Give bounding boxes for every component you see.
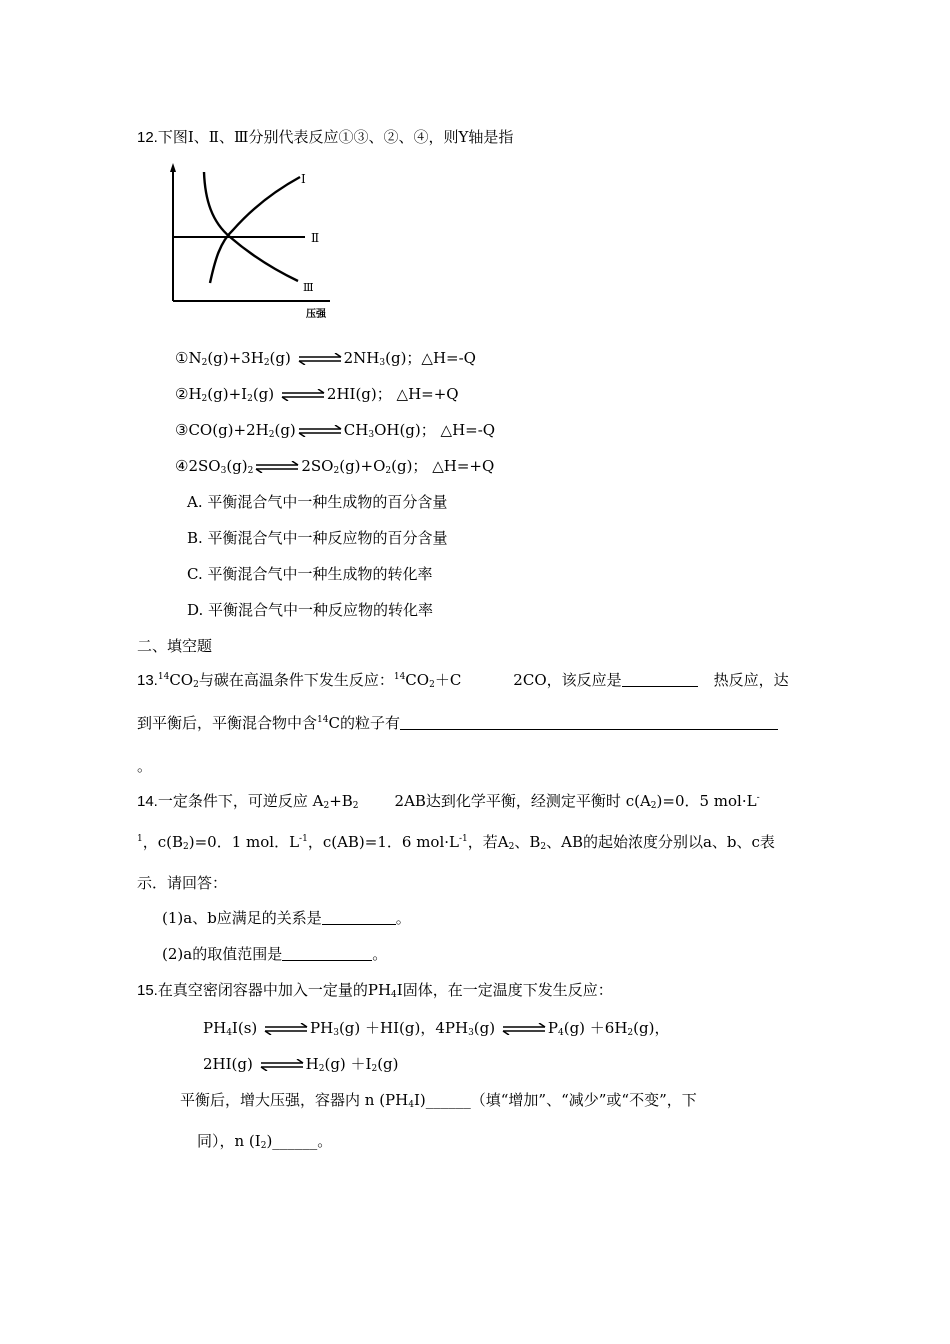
equilibrium-arrow-icon (280, 389, 326, 401)
q14-blank-2[interactable] (282, 944, 372, 961)
q13-blank-2[interactable] (400, 713, 778, 730)
q14-part-1: (1)a、b应满足的关系是 。 (162, 909, 411, 927)
curve-III (204, 172, 298, 281)
q12-reaction-3: $③CO(g)+2H_2(g)$ $CH_3OH(g)$； △H=-Q (175, 421, 496, 440)
equilibrium-arrow-icon (501, 1023, 547, 1035)
q13-end: 。 (137, 757, 153, 775)
equilibrium-arrow-icon (263, 1023, 309, 1035)
q12-stem (137, 127, 513, 148)
equilibrium-arrow-icon (259, 1059, 305, 1071)
q12-option-c: C. 平衡混合气中一种生成物的转化率 (187, 565, 433, 583)
q12-graph (160, 160, 340, 330)
q12-stem-text: 下图Ⅰ、Ⅱ、Ⅲ分别代表反应①③、②、④，则Y轴是指 (157, 128, 514, 146)
q13-blank-1[interactable] (622, 670, 698, 687)
q14-part-2: (2)a的取值范围是 。 (162, 945, 388, 963)
q14-line-2: $^1$，$c(B_2)=0$．1 mol．$L^{-1}$，c(AB)=1．6 $mol\cdot L^{-1}$，若$A_2$、$B_2$、AB的起始浓度分别以a、b、c表 (137, 833, 775, 852)
q14-line-1: 14.一定条件下，可逆反应 $A_2+B_2$ 2AB达到化学平衡，经测定平衡时 $c(A_2)=0$．5 mol·L- (137, 792, 760, 811)
q15-text-2: 同），n $(I_2)\_\_\_\_\_\_$。 (197, 1132, 333, 1151)
q13-line-2: 到平衡后，平衡混合物中含$^{14}$C的粒子有 (137, 713, 778, 733)
label-I: Ⅰ (301, 172, 306, 186)
q14-line-3: 示．请回答： (137, 874, 228, 892)
section-heading: 二、填空题 (137, 637, 213, 655)
q15-equation-2: 2HI(g) $H_2(g) +I_2(g)$ (203, 1055, 399, 1074)
equilibrium-arrow-icon (297, 425, 343, 437)
y-axis-arrow (170, 163, 176, 172)
q12-reaction-2: $②H_2(g)+I_2(g)$ 2HI(g)； △H=+Q (175, 385, 459, 404)
x-axis-label: 压强 (306, 309, 326, 320)
q12-option-a: A. 平衡混合气中一种生成物的百分含量 (187, 493, 448, 511)
q15-equation-1: $PH_4I(s)$ $PH_3(g) +HI(g)$，$4PH_3(g)$ $P_4(g) +6H_2(g)$， (203, 1019, 670, 1038)
q12-reaction-1: $①N_2(g)+3H_2(g)$ $2NH_3(g)$；△H=-Q (175, 349, 476, 368)
label-III: Ⅲ (303, 281, 314, 294)
equilibrium-arrow-icon (297, 353, 343, 365)
q12-number: 12. (137, 129, 158, 146)
q14-blank-1[interactable] (322, 908, 396, 925)
q12-reaction-4: $④2SO_3(g)_2$ $2SO_2(g)+O_2(g)$； △H=+Q (175, 457, 495, 476)
q15-text-1: 平衡后，增大压强，容器内 n $(PH_4I)\_\_\_\_\_\_$（填“增加”、“减少”或“不变”，下 (180, 1091, 697, 1110)
q13-line-1: $13.14CO_2$与碳在高温条件下发生反应：$^{14}CO_2+C$ 2CO，该反应是 热反应，达 (137, 671, 789, 690)
label-II: Ⅱ (311, 231, 320, 245)
equilibrium-arrow-icon (254, 461, 300, 473)
q12-option-b: B. 平衡混合气中一种反应物的百分含量 (187, 529, 448, 547)
q15-stem: 15.在真空密闭容器中加入一定量的$PH_4I$固体，在一定温度下发生反应： (137, 981, 613, 1000)
q12-option-d: D. 平衡混合气中一种反应物的转化率 (187, 601, 434, 619)
